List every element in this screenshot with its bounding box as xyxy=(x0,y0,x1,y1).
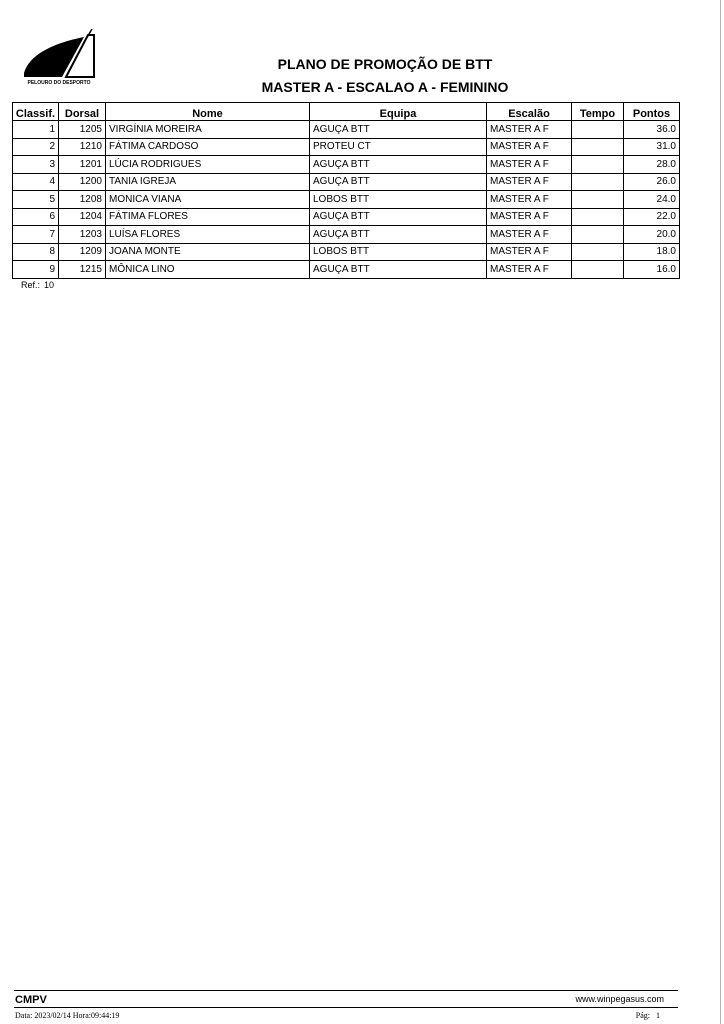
table-row xyxy=(13,226,680,244)
cell-equipa: AGUÇA BTT xyxy=(310,121,487,139)
cell-tempo xyxy=(572,226,624,244)
table-row xyxy=(13,121,680,139)
cell-tempo xyxy=(572,191,624,209)
col-equipa: Equipa xyxy=(310,103,487,121)
cell-nome: MÔNICA LINO xyxy=(106,261,310,279)
cell-nome: FÁTIMA CARDOSO xyxy=(106,138,310,156)
cell-nome: VIRGÍNIA MOREIRA xyxy=(106,121,310,139)
cell-tempo xyxy=(572,243,624,261)
table-row xyxy=(13,156,680,174)
table-row xyxy=(13,138,680,156)
cell-equipa: AGUÇA BTT xyxy=(310,173,487,191)
footer-org: CMPV xyxy=(15,994,47,1006)
cell-pontos: 16.0 xyxy=(624,261,680,279)
cell-tempo xyxy=(572,121,624,139)
page-subtitle: MASTER A - ESCALAO A - FEMININO xyxy=(261,79,509,95)
cell-equipa: AGUÇA BTT xyxy=(310,261,487,279)
cell-tempo xyxy=(572,138,624,156)
cell-equipa: AGUÇA BTT xyxy=(310,226,487,244)
cell-pontos: 24.0 xyxy=(624,191,680,209)
cell-tempo xyxy=(572,173,624,191)
cell-classif: 6 xyxy=(13,208,59,226)
page-edge xyxy=(720,0,721,1024)
table-row xyxy=(13,173,680,191)
cell-escalao: MASTER A F xyxy=(487,173,572,191)
cell-nome: LUÍSA FLORES xyxy=(106,226,310,244)
pelouro-logo xyxy=(22,27,97,87)
ref-value: 10 xyxy=(44,280,55,290)
cell-nome: LÚCIA RODRIGUES xyxy=(106,156,310,174)
table-row xyxy=(13,261,680,279)
cell-nome: JOANA MONTE xyxy=(106,243,310,261)
cell-dorsal: 1215 xyxy=(59,261,106,279)
cell-escalao: MASTER A F xyxy=(487,261,572,279)
cell-equipa: PROTEU CT xyxy=(310,138,487,156)
cell-pontos: 28.0 xyxy=(624,156,680,174)
cell-classif: 5 xyxy=(13,191,59,209)
page-number: 1 xyxy=(656,1011,660,1020)
cell-pontos: 18.0 xyxy=(624,243,680,261)
cell-tempo xyxy=(572,208,624,226)
cell-dorsal: 1209 xyxy=(59,243,106,261)
cell-escalao: MASTER A F xyxy=(487,138,572,156)
cell-dorsal: 1201 xyxy=(59,156,106,174)
cell-equipa: LOBOS BTT xyxy=(310,191,487,209)
footer-page xyxy=(636,1011,660,1020)
cell-pontos: 31.0 xyxy=(624,138,680,156)
cell-pontos: 26.0 xyxy=(624,173,680,191)
cell-equipa: LOBOS BTT xyxy=(310,243,487,261)
cell-escalao: MASTER A F xyxy=(487,156,572,174)
cell-classif: 7 xyxy=(13,226,59,244)
cell-escalao: MASTER A F xyxy=(487,226,572,244)
col-escalao: Escalão xyxy=(487,103,572,121)
col-classif: Classif. xyxy=(13,103,59,121)
cell-dorsal: 1210 xyxy=(59,138,106,156)
cell-pontos: 22.0 xyxy=(624,208,680,226)
cell-tempo xyxy=(572,261,624,279)
table-row xyxy=(13,243,680,261)
cell-dorsal: 1203 xyxy=(59,226,106,244)
footer-website: www.winpegasus.com xyxy=(575,994,664,1004)
cell-classif: 9 xyxy=(13,261,59,279)
cell-pontos: 36.0 xyxy=(624,121,680,139)
table-header-row xyxy=(13,103,680,121)
cell-classif: 1 xyxy=(13,121,59,139)
col-dorsal: Dorsal xyxy=(59,103,106,121)
results-table xyxy=(12,102,680,279)
cell-classif: 8 xyxy=(13,243,59,261)
ref-label: Ref.: xyxy=(21,280,41,290)
cell-equipa: AGUÇA BTT xyxy=(310,208,487,226)
cell-nome: MONICA VIANA xyxy=(106,191,310,209)
page-title: PLANO DE PROMOÇÃO DE BTT xyxy=(277,56,493,72)
page-label: Pág: xyxy=(635,1011,650,1020)
footer-top-rule xyxy=(14,990,678,991)
cell-dorsal: 1208 xyxy=(59,191,106,209)
col-tempo: Tempo xyxy=(572,103,624,121)
footer-bottom-rule xyxy=(14,1007,678,1008)
svg-text:PELOURO DO DESPORTO: PELOURO DO DESPORTO xyxy=(27,80,91,86)
col-pontos: Pontos xyxy=(624,103,680,121)
ref-count xyxy=(21,280,54,290)
footer-datetime: Data: 2023/02/14 Hora:09:44:19 xyxy=(15,1011,120,1020)
cell-classif: 3 xyxy=(13,156,59,174)
cell-escalao: MASTER A F xyxy=(487,121,572,139)
cell-tempo xyxy=(572,156,624,174)
cell-pontos: 20.0 xyxy=(624,226,680,244)
cell-escalao: MASTER A F xyxy=(487,243,572,261)
cell-equipa: AGUÇA BTT xyxy=(310,156,487,174)
cell-nome: TANIA IGREJA xyxy=(106,173,310,191)
cell-classif: 2 xyxy=(13,138,59,156)
cell-dorsal: 1200 xyxy=(59,173,106,191)
cell-classif: 4 xyxy=(13,173,59,191)
cell-nome: FÁTIMA FLORES xyxy=(106,208,310,226)
cell-dorsal: 1205 xyxy=(59,121,106,139)
table-row xyxy=(13,191,680,209)
col-nome: Nome xyxy=(106,103,310,121)
cell-escalao: MASTER A F xyxy=(487,191,572,209)
cell-escalao: MASTER A F xyxy=(487,208,572,226)
cell-dorsal: 1204 xyxy=(59,208,106,226)
table-row xyxy=(13,208,680,226)
